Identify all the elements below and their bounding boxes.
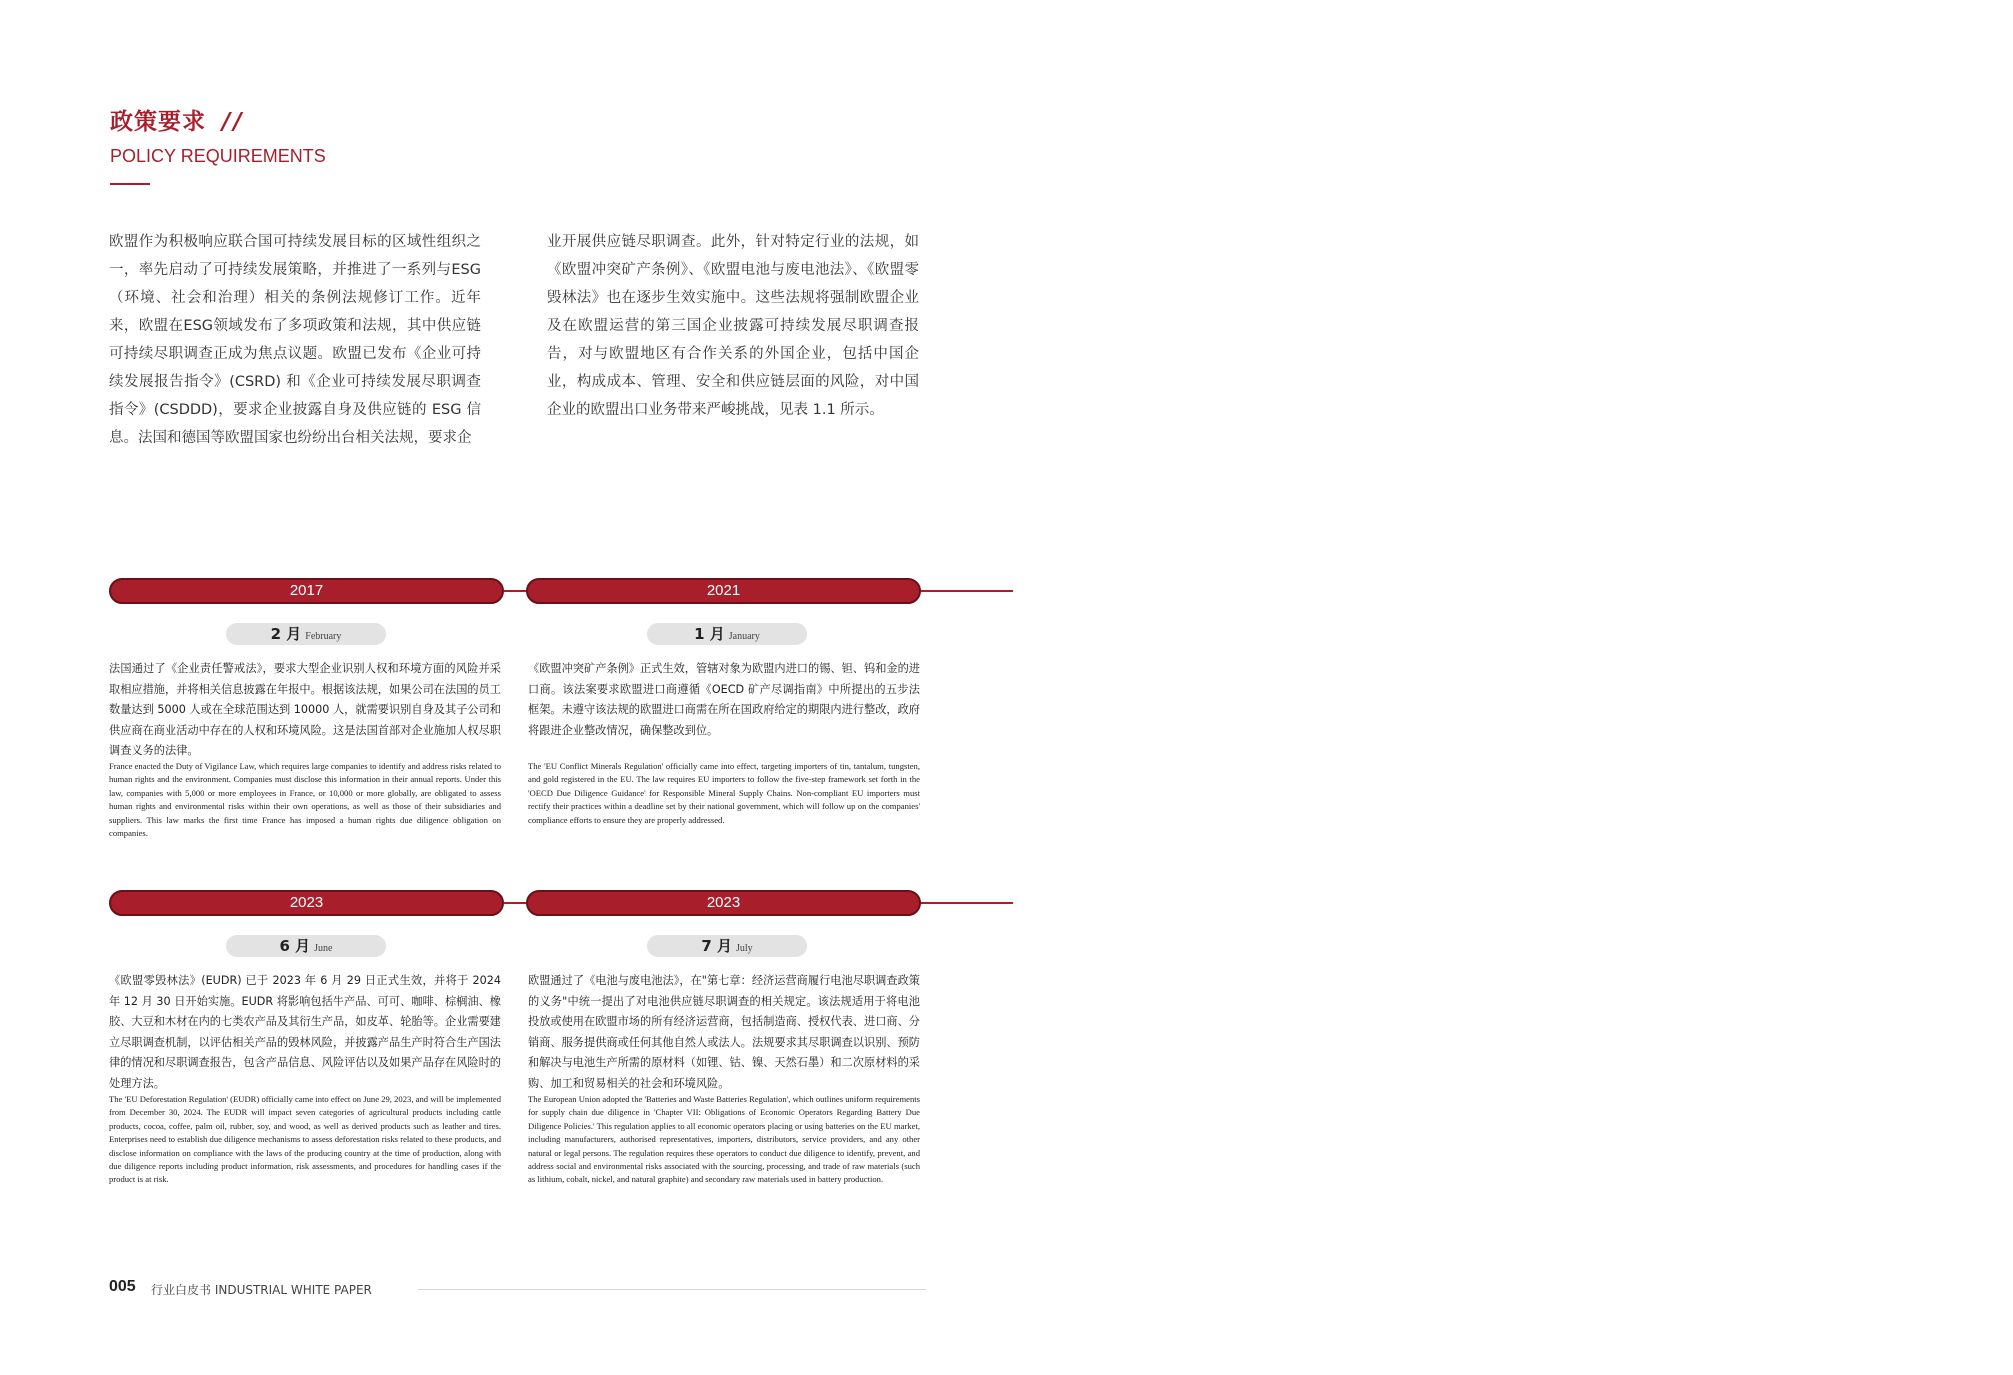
event-text-en-2021: The 'EU Conflict Minerals Regulation' officially came into effect, targeting importers of tin, tantalum, tungsten, and gold registered in the EU. The law requires EU importers to follow the five-step framework set forth in the 'OECD Due Diligence Guidance' for Responsible Mineral Supply Chains. Non-compliant EU importers must rectify their practices within a deadline set by their national government, which will follow up on the companies' compliance efforts to ensure they are properly addressed. (528, 761, 920, 825)
event-text-cn-2023-june: 《欧盟零毁林法》(EUDR) 已于 2023 年 6 月 29 日正式生效，并将于 2024 年 12 月 30 日开始实施。EUDR 将影响包括牛产品、可可、咖啡、棕榈油、橡胶、大豆和木材在内的七类农产品及其衍生产品，如皮革、轮胎等。企业需要建立尽职调查机制，以评估相关产品的毁林风险，并披露产品生产时符合生产国法律的情况和尽职调查报告，包含产品信息、风险评估以及如果产品存在风险时的处理方法。 (109, 974, 501, 1090)
intro-text-left: 欧盟作为积极响应联合国可持续发展目标的区域性组织之一，率先启动了可持续发展策略，并推进了一系列与ESG（环境、社会和治理）相关的条例法规修订工作。近年来，欧盟在ESG领域发布了多项政策和法规，其中供应链可持续尽职调查正成为焦点议题。欧盟已发布《企业可持续发展报告指令》(CSRD) 和《企业可持续发展尽职调查指令》(CSDDD)，要求企业披露自身及供应链的 ESG 信息。法国和德国等欧盟国家也纷纷出台相关法规，要求企 (109, 234, 481, 446)
event-text-en-2023-july: The European Union adopted the 'Batteries and Waste Batteries Regulation', which outlines uniform requirements for supply chain due diligence in 'Chapter VII: Obligations of Economic Operators Regarding Battery Due Diligence Policies.' This regulation applies to all economic operators placing or using batteries on the EU market, including manufacturers, authorised representatives, importers, distributors, service providers, and any other natural or legal persons. The regulation requires these operators to conduct due diligence to identify, prevent, and address social and environmental risks associated with the sourcing, processing, and trade of raw materials (such as lithium, cobalt, nickel, and natural graphite) and secondary raw materials used in battery production. (528, 1094, 920, 1185)
title-underline (110, 183, 150, 185)
intro-text-right: 业开展供应链尽职调查。此外，针对特定行业的法规，如《欧盟冲突矿产条例》、《欧盟电池与废电池法》、《欧盟零毁林法》也在逐步生效实施中。这些法规将强制欧盟企业及在欧盟运营的第三国企业披露可持续发展尽职调查报告，对与欧盟地区有合作关系的外国企业，包括中国企业，构成成本、管理、安全和供应链层面的风险，对中国企业的欧盟出口业务带来严峻挑战，见表 1.1 所示。 (547, 234, 919, 418)
footer-divider (418, 1289, 926, 1290)
page-number: 005 (109, 1278, 136, 1295)
timeline-connector (921, 590, 1013, 592)
timeline-connector (504, 590, 526, 592)
event-text-cn-2017: 法国通过了《企业责任警戒法》，要求大型企业识别人权和环境方面的风险并采取相应措施，并将相关信息披露在年报中。根据该法规，如果公司在法国的员工数量达到 5000 人或在全球范围达到 10000 人，就需要识别自身及其子公司和供应商在商业活动中存在的人权和环境风险。这是法国首部对企业施加人权尽职调查义务的法律。 (109, 662, 501, 757)
event-text-en-2017: France enacted the Duty of Vigilance Law, which requires large companies to identify and address risks related to human rights and the environment. Companies must disclose this information in their annual reports. Under this law, companies with 5,000 or more employees in France, or 10,000 or more globally, are obligated to assess human rights and environmental risks within their own operations, as well as those of their subsidiaries and suppliers. This law marks the first time France has imposed a human rights due diligence obligation on companies. (109, 761, 501, 839)
timeline-connector (504, 902, 526, 904)
section-title (110, 103, 245, 136)
year-bar-2017: 2017 (109, 578, 504, 604)
month-en: February (305, 631, 342, 642)
section-title-en: POLICY REQUIREMENTS (110, 146, 326, 166)
month-pill-july (647, 935, 807, 957)
month-cn: 6 月 (279, 937, 311, 955)
month-pill-june (226, 935, 386, 957)
event-text-cn-2023-july: 欧盟通过了《电池与废电池法》，在"第七章：经济运营商履行电池尽职调查政策的义务"中统一提出了对电池供应链尽职调查的相关规定。该法规适用于将电池投放或使用在欧盟市场的所有经济运营商，包括制造商、授权代表、进口商、分销商、服务提供商或任何其他自然人或法人。法规要求其尽职调查以识别、预防和解决与电池生产所需的原材料（如锂、钴、镍、天然石墨）和二次原材料的采购、加工和贸易相关的社会和环境风险。 (528, 974, 920, 1090)
month-en: July (736, 943, 753, 954)
year-bar-2023-june: 2023 (109, 890, 504, 916)
event-text-en-2023-june: The 'EU Deforestation Regulation' (EUDR) officially came into effect on June 29, 2023, and will be implemented from December 30, 2024. The EUDR will impact seven categories of agricultural products including cattle products, cocoa, coffee, palm oil, rubber, soy, and wood, as well as derived products such as leather and tires. Enterprises need to establish due diligence mechanisms to assess deforestation risks related to these products, and disclose information on compliance with the laws of the producing country at the time of production, along with due diligence reports including product information, risk assessments, and procedures for handling cases if the product is at risk. (109, 1094, 501, 1185)
month-en: January (728, 631, 760, 642)
month-pill-january (647, 623, 807, 645)
year-bar-2021: 2021 (526, 578, 921, 604)
year-bar-2023-july: 2023 (526, 890, 921, 916)
footer-label: 行业白皮书 INDUSTRIAL WHITE PAPER (151, 1283, 372, 1297)
month-cn: 2 月 (270, 625, 302, 643)
month-pill-february (226, 623, 386, 645)
month-cn: 7 月 (701, 937, 732, 955)
title-slash-decoration: // (222, 109, 245, 135)
event-text-cn-2021: 《欧盟冲突矿产条例》正式生效，管辖对象为欧盟内进口的锡、钽、钨和金的进口商。该法案要求欧盟进口商遵循《OECD 矿产尽调指南》中所提出的五步法框架。未遵守该法规的欧盟进口商需在所在国政府给定的期限内进行整改，政府将跟进企业整改情况，确保整改到位。 (528, 662, 920, 737)
month-cn: 1 月 (694, 625, 725, 643)
month-en: June (314, 943, 333, 954)
section-title-cn: 政策要求 (110, 109, 206, 135)
timeline-connector (921, 902, 1013, 904)
